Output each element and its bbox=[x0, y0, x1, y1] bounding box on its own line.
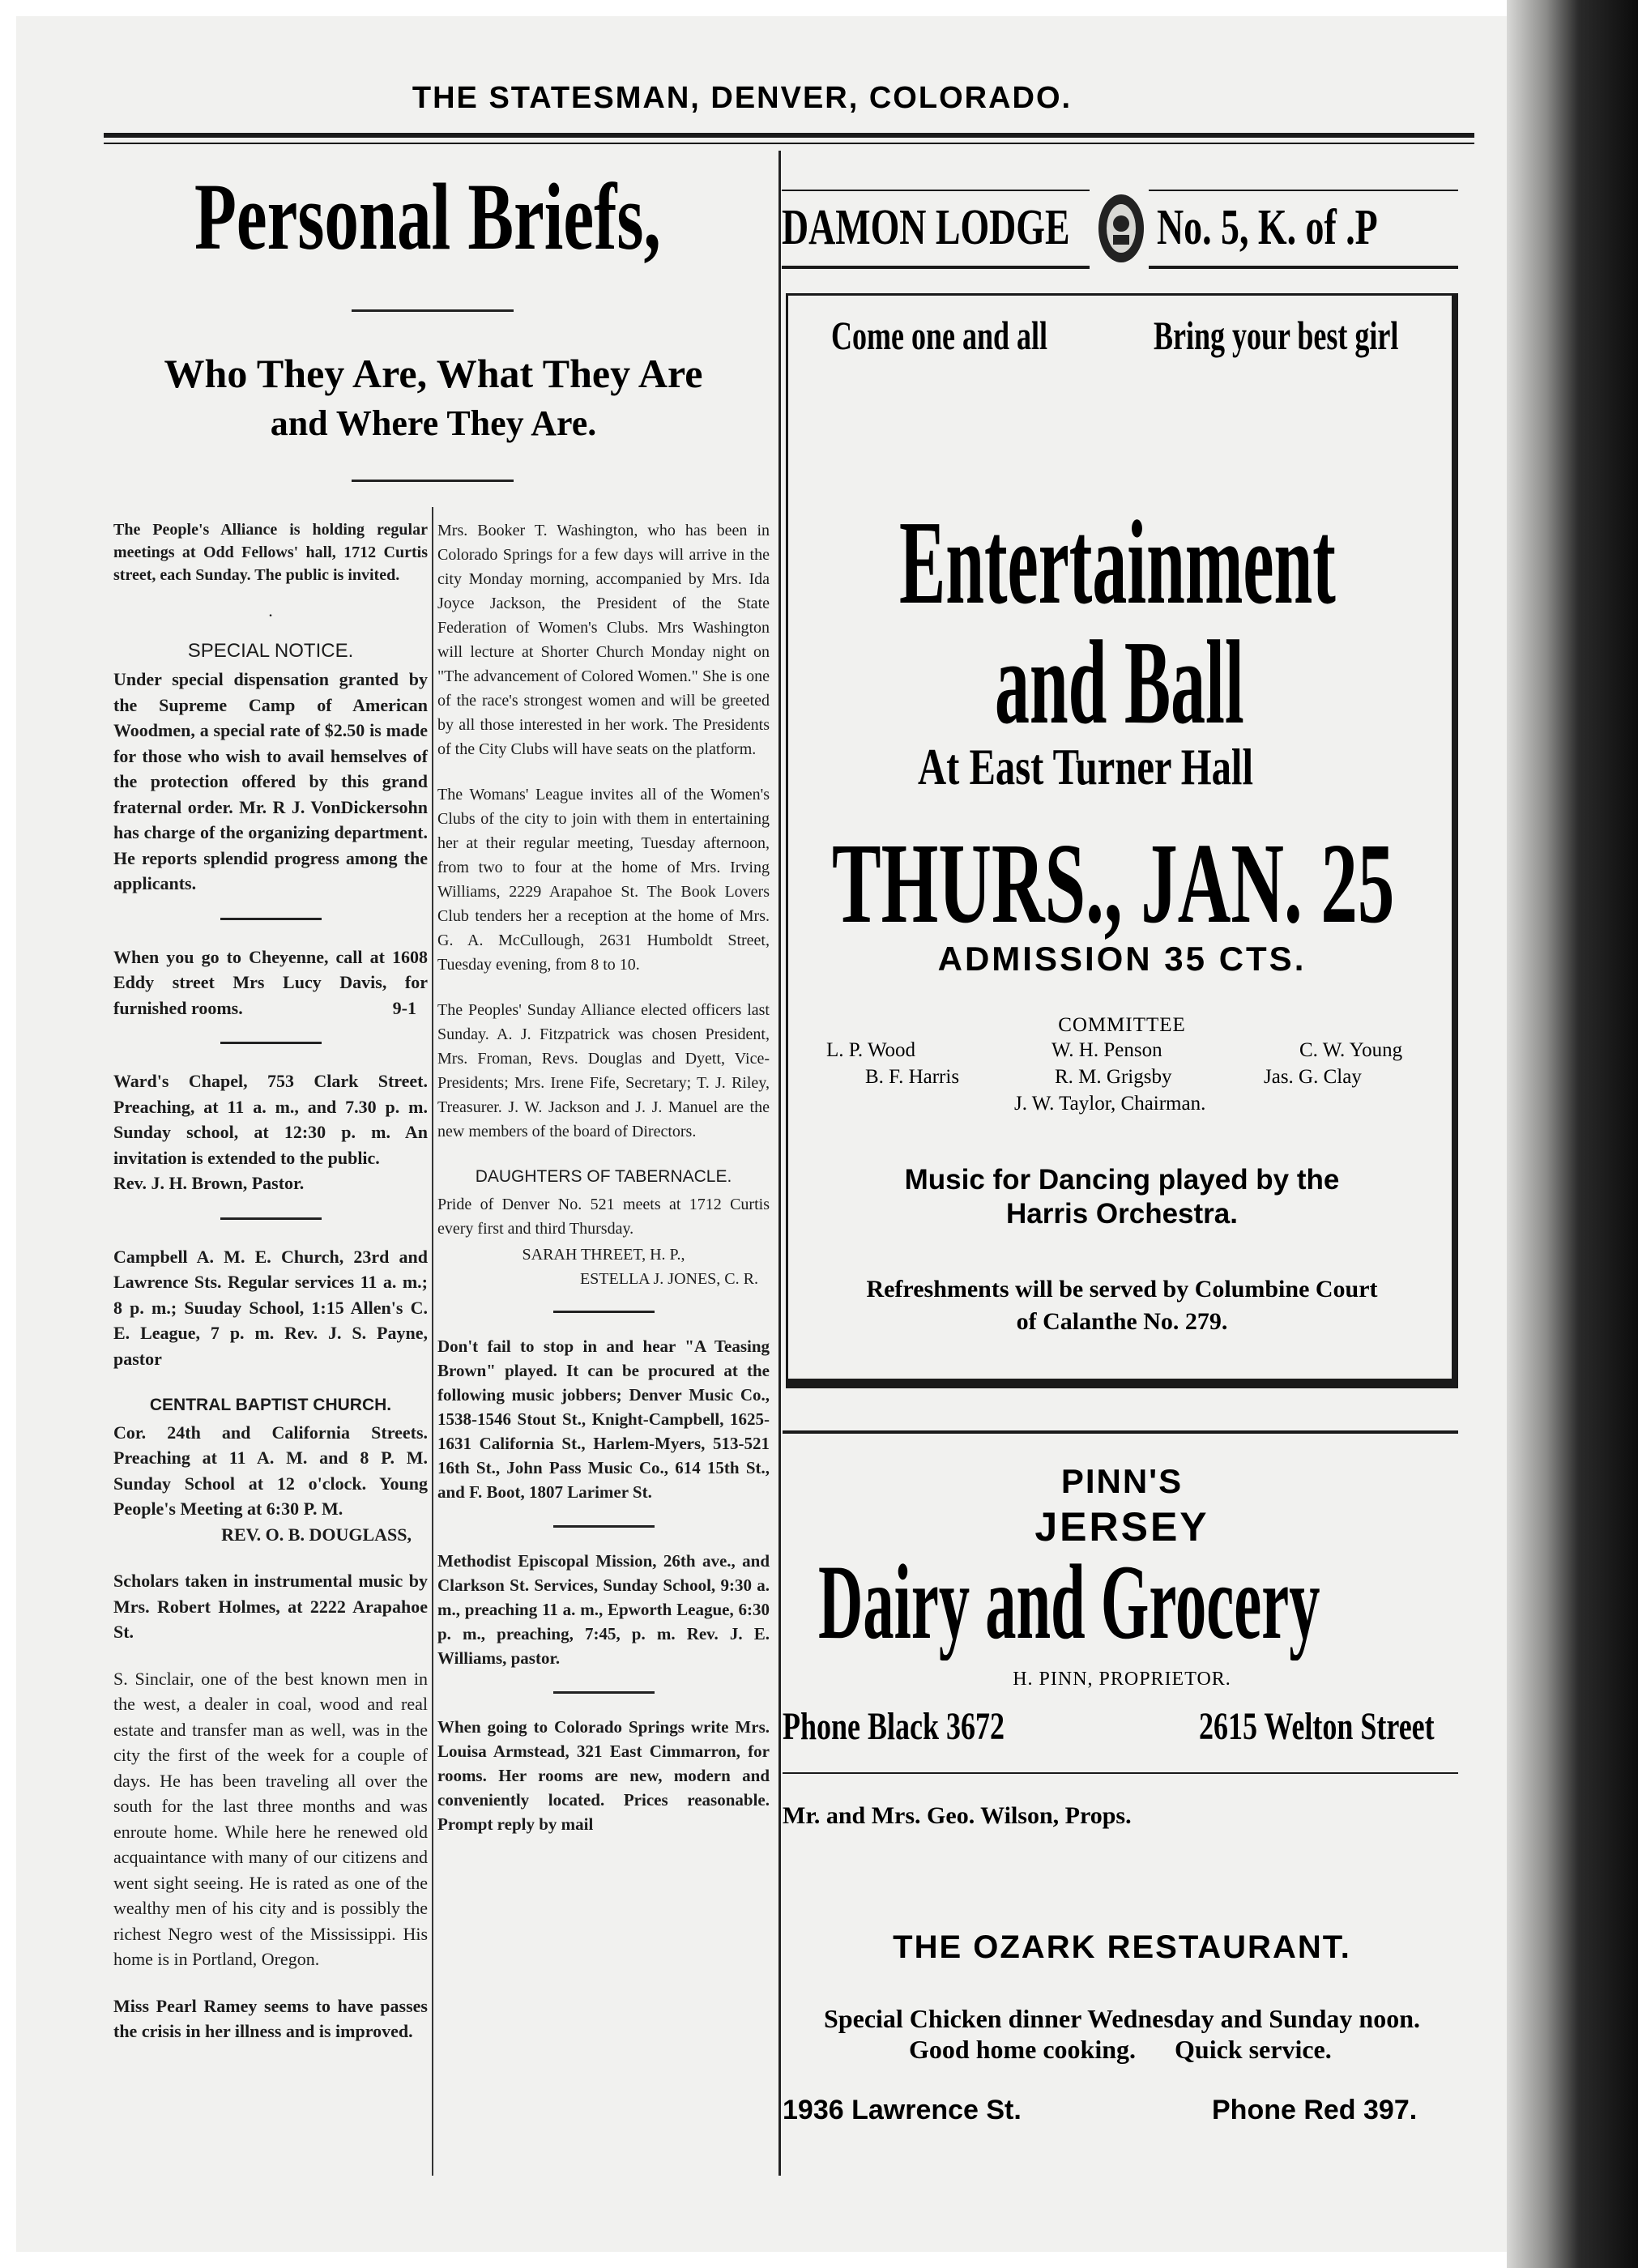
committee-bf-harris: B. F. Harris bbox=[865, 1066, 960, 1088]
briefs-column-2 bbox=[437, 518, 770, 1857]
entertainment-title: Entertainment bbox=[899, 502, 1336, 624]
committee-rm-grigsby: R. M. Grigsby bbox=[1055, 1066, 1172, 1088]
pinn-phone: Phone Black 3672 bbox=[783, 1705, 1005, 1748]
column-divider-right bbox=[778, 151, 781, 2176]
pinn-line-2: JERSEY bbox=[1034, 1504, 1209, 1550]
damon-lodge-label: DAMON LODGE bbox=[782, 200, 1070, 255]
separator-rule bbox=[220, 918, 322, 920]
venue-box bbox=[859, 737, 1442, 802]
masthead: THE STATESMAN, DENVER, COLORADO. bbox=[412, 81, 1073, 115]
masthead-rule-thin bbox=[104, 143, 1474, 144]
title-rule-bottom bbox=[352, 480, 514, 482]
title-rule-top bbox=[352, 309, 514, 312]
separator-rule bbox=[553, 1311, 655, 1313]
pinn-line-1: PINN'S bbox=[1060, 1462, 1184, 1500]
lodge-rule-top-left bbox=[782, 190, 1090, 191]
lodge-rule-top-right bbox=[1149, 190, 1458, 191]
ozark-phone: Phone Red 397. bbox=[1212, 2095, 1418, 2125]
ozark-quick-service: Quick service. bbox=[1175, 2035, 1332, 2064]
bring-girl-box bbox=[1154, 312, 1453, 360]
committee-wh-penson: W. H. Penson bbox=[1051, 1039, 1162, 1061]
separator-rule bbox=[553, 1691, 655, 1694]
ozark-title: THE OZARK RESTAURANT. bbox=[893, 1929, 1351, 1965]
separator-rule bbox=[553, 1525, 655, 1528]
ozark-special-line: Special Chicken dinner Wednesday and Sunday noon. bbox=[824, 2004, 1420, 2033]
scan-edge-shadow bbox=[1507, 0, 1638, 2268]
admission-price: ADMISSION 35 CTS. bbox=[937, 940, 1307, 978]
wards-chapel-pastor: Rev. J. H. Brown, Pastor. bbox=[113, 1173, 305, 1193]
daughters-signature-2: ESTELLA J. JONES, C. R. bbox=[579, 1270, 758, 1288]
come-one-and-all: Come one and all bbox=[831, 313, 1048, 358]
ozark-home-cooking: Good home cooking. bbox=[909, 2035, 1137, 2064]
washington-notice: Mrs. Booker T. Washington, who has been in Colorado Springs for a few days will arrive in the city Monday morning, accompanied by Mrs. Ida Joyce Jackson, the President of the State Federation of Women's Clubs. Mrs Washington will lecture at Shorter Church Monday night on "The advancement of Colored Women." She is one of the race's strongest women and will be greeted by all those interested in her work. The Presidents of the City Clubs will have seats on the platform. bbox=[437, 522, 770, 758]
column-divider-left bbox=[432, 507, 433, 2176]
daughters-heading: DAUGHTERS OF TABERNACLE. bbox=[475, 1167, 732, 1186]
pinn-rule-bottom bbox=[783, 1772, 1458, 1774]
personal-briefs-title-box bbox=[105, 162, 770, 284]
committee-jas-clay: Jas. G. Clay bbox=[1264, 1066, 1362, 1088]
central-baptist-heading: CENTRAL BAPTIST CHURCH. bbox=[149, 1396, 392, 1414]
central-baptist-pastor: REV. O. B. DOUGLASS, bbox=[221, 1524, 412, 1545]
pinn-address: 2615 Welton Street bbox=[1199, 1705, 1435, 1748]
music-notice bbox=[794, 1163, 1450, 1231]
pinn-title: Dairy and Grocery bbox=[818, 1547, 1320, 1660]
cheyenne-rooms bbox=[113, 944, 428, 1021]
refreshments-line-1: Refreshments will be served by Columbine Court bbox=[866, 1276, 1378, 1302]
committee-cw-young: C. W. Young bbox=[1299, 1039, 1403, 1061]
and-ball-title: and Ball bbox=[995, 622, 1244, 744]
masthead-rule-thick bbox=[104, 133, 1474, 138]
lodge-number-label-box bbox=[1149, 199, 1465, 256]
committee-jw-taylor: J. W. Taylor, Chairman. bbox=[1014, 1093, 1206, 1115]
pinn-proprietor: H. PINN, PROPRIETOR. bbox=[1013, 1669, 1231, 1690]
come-one-box bbox=[831, 312, 1107, 360]
separator-dot: · bbox=[267, 605, 274, 625]
separator-rule bbox=[220, 1042, 322, 1044]
damon-lodge-label-box bbox=[782, 199, 1090, 256]
scholars-notice: Scholars taken in instrumental music by Mrs. Robert Holmes, at 2222 Arapahoe St. bbox=[113, 1571, 428, 1642]
entertainment-box bbox=[859, 502, 1442, 624]
ozark-address: 1936 Lawrence St. bbox=[783, 2095, 1022, 2125]
venue-line: At East Turner Hall bbox=[918, 738, 1253, 795]
event-date: THURS., JAN. 25 bbox=[832, 825, 1395, 946]
committee-lp-wood: L. P. Wood bbox=[826, 1039, 916, 1061]
wards-chapel-notice: Ward's Chapel, 753 Clark Street. Preaching, at 11 a. m., and 7.30 p. m. Sunday school, at 12:30 p. m. An invitation is extended to the public. bbox=[113, 1071, 428, 1168]
daughters-signature-1: SARAH THREET, H. P., bbox=[522, 1246, 685, 1264]
bring-your-best-girl: Bring your best girl bbox=[1154, 313, 1399, 358]
refreshments-notice bbox=[794, 1273, 1450, 1338]
central-baptist-body: Cor. 24th and California Streets. Preaching at 11 A. M. and 8 P. M. Sunday School at 12 o'clock. Young People's Meeting at 6:30 P. M. bbox=[113, 1422, 428, 1519]
music-line-2: Harris Orchestra. bbox=[1006, 1198, 1238, 1230]
cheyenne-code: 9-1 bbox=[392, 997, 416, 1018]
briefs-subtitle-line2: and Where They Are. bbox=[270, 403, 597, 443]
womans-league-notice: The Womans' League invites all of the Women's Clubs of the city to join with them in entertaining her at their regular meeting, Tuesday afternoon, from two to four at the home of Mrs. Irving Williams, 2229 Arapahoe St. The Book Lovers Club tenders her a reception at the home of Mrs. G. A. McCullough, 2631 Humboldt Street, Tuesday evening, from 8 to 10. bbox=[437, 786, 770, 974]
special-notice-heading: SPECIAL NOTICE. bbox=[187, 639, 354, 662]
refreshments-line-2: of Calanthe No. 279. bbox=[1016, 1308, 1228, 1335]
lodge-number-label: No. 5, K. of .P bbox=[1157, 200, 1378, 255]
peoples-alliance-notice: The People's Alliance is holding regular meetings at Odd Fellows' hall, 1712 Curtis street, each Sunday. The public is invited. bbox=[113, 521, 428, 584]
ozark-proprietors: Mr. and Mrs. Geo. Wilson, Props. bbox=[783, 1802, 1132, 1829]
committee-heading: COMMITTEE bbox=[1058, 1014, 1186, 1036]
ramey-notice: Miss Pearl Ramey seems to have passes the crisis in her illness and is improved. bbox=[113, 1995, 428, 2041]
pinn-title-box bbox=[810, 1547, 1458, 1660]
event-date-box bbox=[826, 825, 1458, 946]
pinn-phone-box bbox=[783, 1704, 1058, 1750]
briefs-subtitle-line1: Who They Are, What They Are bbox=[164, 351, 703, 396]
campbell-church-notice: Campbell A. M. E. Church, 23rd and Lawrence Sts. Regular services 11 a. m.; 8 p. m.; Suuday School, 1:15 Allen's C. E. League, 7 p. m. Rev. J. S. Payne, pastor bbox=[113, 1246, 428, 1369]
lodge-rule-bottom-left bbox=[782, 266, 1090, 269]
briefs-column-1 bbox=[113, 518, 428, 2066]
daughters-body: Pride of Denver No. 521 meets at 1712 Curtis every first and third Thursday. bbox=[437, 1196, 770, 1238]
and-ball-box bbox=[859, 622, 1442, 744]
lodge-rule-bottom-right bbox=[1149, 266, 1458, 269]
sinclair-notice: S. Sinclair, one of the best known men in the west, a dealer in coal, wood and real estate and transfer man as well, was in the city the first of the week for a couple of days. He has been traveling all over the south for the last three months and was enroute home. While here he renewed old acquaintance with many of our citizens and went sight seeing. He is rated as one of the wealthy men of his city and is possibly the richest Negro west of the Mississippi. His home is in Portland, Oregon. bbox=[113, 1668, 428, 1969]
pinn-rule-top bbox=[783, 1430, 1458, 1434]
cheyenne-rooms-text: When you go to Cheyenne, call at 1608 Eddy street Mrs Lucy Davis, for furnished rooms. bbox=[113, 946, 428, 1018]
personal-briefs-title: Personal Briefs, bbox=[194, 164, 661, 270]
pinn-address-box bbox=[1199, 1704, 1466, 1750]
separator-rule bbox=[220, 1217, 322, 1220]
teasing-brown-notice: Don't fail to stop in and hear "A Teasing Brown" played. It can be procured at the following music jobbers; Denver Music Co., 1538-1546 Stout St., Knight-Campbell, 1625-1631 California St., Harlem-Myers, 513-521 16th St., John Pass Music Co., 614 15th St., and F. Boot, 1807 Larimer St. bbox=[437, 1336, 770, 1502]
methodist-notice: Methodist Episcopal Mission, 26th ave., and Clarkson St. Services, Sunday School, 9:30 a. m., preaching 11 a. m., Epworth League, 6:30 p. m., preaching, 7:45, p. m. Rev. J. E. Williams, pastor. bbox=[437, 1551, 770, 1668]
briefs-subtitle bbox=[97, 348, 770, 449]
music-line-1: Music for Dancing played by the bbox=[904, 1164, 1340, 1196]
armstead-notice: When going to Colorado Springs write Mrs. Louisa Armstead, 321 East Cimmarron, for rooms. Her rooms are new, modern and conveniently located. Prices reasonable. Prompt reply by mail bbox=[437, 1717, 770, 1834]
knights-of-pythias-emblem-icon bbox=[1095, 191, 1147, 266]
peoples-alliance-officers: The Peoples' Sunday Alliance elected officers last Sunday. A. J. Fitzpatrick was chosen President, Mrs. Froman, Revs. Douglas and Dyett, Vice-Presidents; Mrs. Irene Fife, Secretary; T. J. Riley, Treasurer. J. W. Jackson and J. J. Manuel are the new members of the board of Directors. bbox=[437, 1001, 770, 1140]
special-notice-body: Under special dispensation granted by the Supreme Camp of American Woodmen, a special rate of $2.50 is made for those who wish to avail hemselves of the protection offered by this grand fraternal order. Mr. R J. VonDickersohn has charge of the organizing department. He reports splendid progress among the applicants. bbox=[113, 669, 428, 893]
